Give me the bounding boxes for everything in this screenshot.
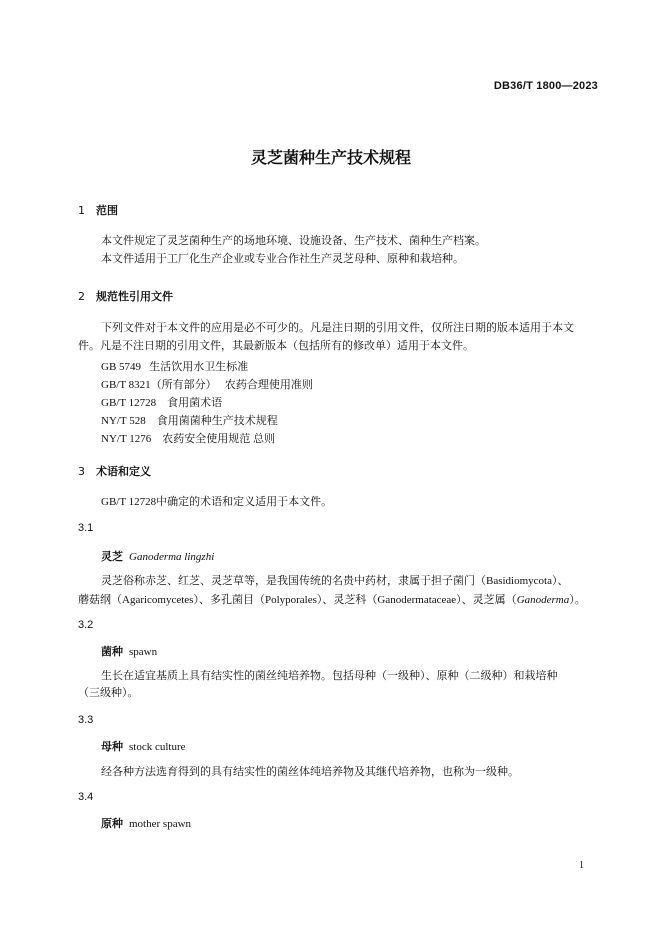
term-chinese: 原种 bbox=[101, 817, 123, 830]
reference-name: 农药合理使用准则 bbox=[224, 379, 313, 391]
term-number: 3.1 bbox=[78, 522, 94, 534]
section-3-heading bbox=[78, 463, 151, 479]
reference-code: GB 5749 bbox=[101, 361, 142, 373]
term-chinese: 灵芝 bbox=[101, 550, 123, 563]
section-title: 范围 bbox=[96, 204, 118, 217]
paragraph: 件。凡是不注日期的引用文件，其最新版本（包括所有的修改单）适用于本文件。 bbox=[78, 340, 474, 352]
paragraph: 本文件规定了灵芝菌种生产的场地环境、设施设备、生产技术、菌种生产档案。 bbox=[101, 235, 486, 247]
reference-item bbox=[101, 394, 222, 410]
term-entry bbox=[101, 643, 157, 659]
reference-item bbox=[101, 358, 248, 374]
text-run: 蘑菇纲（Agaricomycetes）、多孔菌目（Polyporales）、灵芝科（Ganodermataceae）、灵芝属（ bbox=[78, 594, 517, 606]
text-run: ）。 bbox=[569, 594, 586, 606]
reference-code: GB/T 8321（所有部分） bbox=[101, 379, 217, 391]
reference-name: 食用菌菌种生产技术规程 bbox=[156, 415, 278, 427]
section-number: 2 bbox=[78, 290, 85, 303]
reference-name: 农药安全使用规范 总则 bbox=[162, 433, 275, 445]
genus-name: Ganoderma bbox=[516, 594, 570, 606]
paragraph: 灵芝俗称赤芝、红芝、灵芝草等，是我国传统的名贵中药材，隶属于担子菌门（Basidiomycota）、 bbox=[101, 575, 569, 587]
term-number: 3.4 bbox=[78, 791, 94, 803]
term-number: 3.3 bbox=[78, 714, 94, 726]
section-number: 1 bbox=[78, 204, 85, 217]
reference-item bbox=[101, 376, 313, 392]
term-entry bbox=[101, 815, 191, 831]
section-number: 3 bbox=[78, 465, 85, 478]
page-number: 1 bbox=[579, 860, 584, 871]
reference-item bbox=[101, 412, 278, 428]
paragraph bbox=[78, 590, 608, 610]
reference-name: 食用菌术语 bbox=[167, 397, 223, 409]
term-latin: Ganoderma lingzhi bbox=[129, 551, 215, 563]
section-title: 规范性引用文件 bbox=[96, 290, 173, 303]
paragraph: 经各种方法选育得到的具有结实性的菌丝体纯培养物及其继代培养物，也称为一级种。 bbox=[101, 766, 519, 778]
term-english: spawn bbox=[129, 646, 158, 658]
reference-code: NY/T 1276 bbox=[101, 433, 152, 445]
paragraph: GB/T 12728中确定的术语和定义适用于本文件。 bbox=[101, 496, 333, 508]
paragraph: 本文件适用于工厂化生产企业或专业合作社生产灵芝母种、原种和栽培种。 bbox=[101, 253, 464, 265]
section-title: 术语和定义 bbox=[96, 465, 151, 478]
term-entry bbox=[101, 738, 186, 754]
term-number: 3.2 bbox=[78, 619, 94, 631]
reference-name: 生活饮用水卫生标准 bbox=[149, 361, 249, 373]
term-entry bbox=[101, 548, 214, 564]
term-english: stock culture bbox=[129, 741, 186, 753]
standard-number: DB36/T 1800—2023 bbox=[493, 80, 598, 92]
section-2-heading bbox=[78, 288, 173, 304]
term-english: mother spawn bbox=[129, 818, 192, 830]
reference-item bbox=[101, 430, 275, 446]
term-chinese: 菌种 bbox=[101, 645, 123, 658]
document-title: 灵芝菌种生产技术规程 bbox=[250, 148, 411, 167]
paragraph: 下列文件对于本文件的应用是必不可少的。凡是注日期的引用文件，仅所注日期的版本适用于本文 bbox=[101, 322, 574, 334]
reference-code: NY/T 528 bbox=[101, 415, 146, 427]
term-chinese: 母种 bbox=[101, 740, 123, 753]
reference-code: GB/T 12728 bbox=[101, 397, 157, 409]
paragraph: （三级种）。 bbox=[78, 687, 139, 699]
section-1-heading bbox=[78, 202, 118, 218]
paragraph: 生长在适宜基质上具有结实性的菌丝纯培养物。包括母种（一级种）、原种（二级种）和栽培种 bbox=[101, 670, 558, 682]
